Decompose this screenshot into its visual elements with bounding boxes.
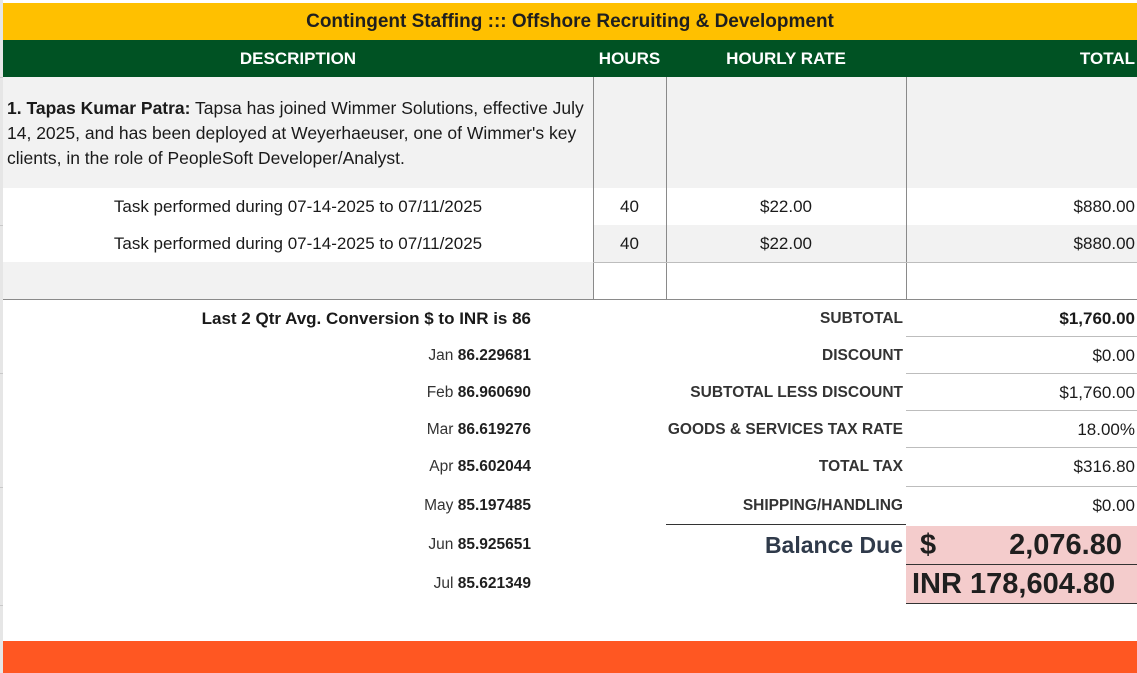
tax-rate-value: 18.00% xyxy=(1077,419,1135,439)
task-1-rate: $22.00 xyxy=(760,196,812,216)
task-2-rate: $22.00 xyxy=(760,233,812,253)
task-2-hours: 40 xyxy=(620,233,639,253)
month-rate: 85.925651 xyxy=(457,535,531,553)
month-label: May xyxy=(424,496,454,514)
discount-label: DISCOUNT xyxy=(822,346,903,364)
footer-bar xyxy=(3,641,1137,673)
month-rate: 86.619276 xyxy=(457,420,531,438)
grid-line xyxy=(666,77,667,299)
grid-line xyxy=(906,77,907,299)
discount-value: $0.00 xyxy=(1092,345,1135,365)
conversion-month-apr xyxy=(3,448,531,485)
grid-line xyxy=(593,262,1137,263)
usd-symbol: $ xyxy=(920,529,937,561)
entry-text: Tapsa has joined Wimmer Solutions, effective July 14, 2025, and has been deployed at Weyerhaeuser, one of Wimmer's key clients, in the role of PeopleSoft Developer/Analyst. xyxy=(7,98,584,168)
header-hourly-rate: HOURLY RATE xyxy=(726,48,846,68)
month-rate: 86.960690 xyxy=(457,383,531,401)
task-1-total: $880.00 xyxy=(1073,196,1135,216)
subtotal-less-discount-value: $1,760.00 xyxy=(1059,382,1135,402)
shipping-label: SHIPPING/HANDLING xyxy=(742,496,903,514)
conversion-month-jan xyxy=(3,337,531,374)
month-label: Feb xyxy=(426,383,454,401)
total-tax-value: $316.80 xyxy=(1073,456,1135,476)
grid-line xyxy=(593,77,594,299)
month-rate: 86.229681 xyxy=(457,346,531,364)
subtotal-value: $1,760.00 xyxy=(1059,308,1135,328)
conversion-month-mar xyxy=(3,411,531,448)
month-rate: 85.197485 xyxy=(457,496,531,514)
header-hours: HOURS xyxy=(598,48,661,68)
conversion-month-jun xyxy=(3,526,531,563)
tax-rate-label: GOODS & SERVICES TAX RATE xyxy=(667,420,903,438)
invoice-title: Contingent Staffing ::: Offshore Recruiting & Development xyxy=(3,3,1137,40)
task-2-total: $880.00 xyxy=(1073,233,1135,253)
total-tax-label: TOTAL TAX xyxy=(818,457,903,475)
conversion-month-may xyxy=(3,487,531,524)
shipping-value: $0.00 xyxy=(1092,495,1135,515)
task-2-description: Task performed during 07-14-2025 to 07/11/2025 xyxy=(113,233,483,253)
subtotal-label: SUBTOTAL xyxy=(820,309,903,327)
month-label: Jul xyxy=(433,574,454,592)
month-label: Jan xyxy=(428,346,454,364)
subtotal-less-discount-label: SUBTOTAL LESS DISCOUNT xyxy=(690,383,903,401)
header-description: DESCRIPTION xyxy=(239,48,357,68)
employee-name: 1. Tapas Kumar Patra: xyxy=(7,98,191,118)
conversion-month-jul xyxy=(3,565,531,602)
balance-due-usd: 2,076.80 xyxy=(1009,529,1122,561)
task-1-description: Task performed during 07-14-2025 to 07/11/2025 xyxy=(113,196,483,216)
month-label: Jun xyxy=(428,535,454,553)
balance-bottom-border xyxy=(906,603,1137,604)
month-rate: 85.602044 xyxy=(457,457,531,475)
blank-row-shade xyxy=(3,262,593,299)
task-1-hours: 40 xyxy=(620,196,639,216)
balance-divider xyxy=(666,524,906,525)
month-label: Apr xyxy=(429,457,454,475)
month-rate: 85.621349 xyxy=(457,574,531,592)
conversion-month-feb xyxy=(3,374,531,411)
header-total: TOTAL xyxy=(1079,48,1135,68)
balance-due-label: Balance Due xyxy=(764,532,903,558)
column-header-row xyxy=(3,40,1137,77)
row-tick xyxy=(0,605,3,606)
month-label: Mar xyxy=(426,420,454,438)
balance-due-inr: INR 178,604.80 xyxy=(912,568,1116,600)
entry-description xyxy=(7,96,592,171)
conversion-title: Last 2 Qtr Avg. Conversion $ to INR is 86 xyxy=(201,308,531,328)
